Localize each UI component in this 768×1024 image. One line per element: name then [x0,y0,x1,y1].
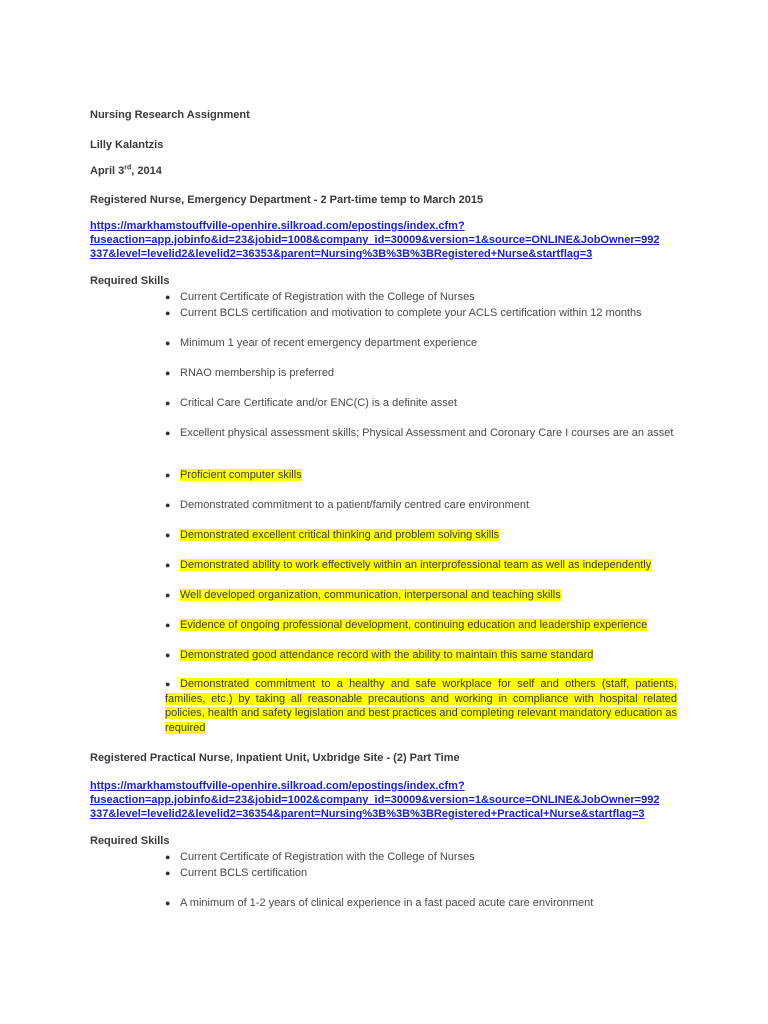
bullet-icon: ● [165,428,171,438]
list-item: ● RNAO membership is preferred [165,367,335,379]
job2-skills-heading: Required Skills [90,835,170,847]
bullet-icon: ● [165,620,171,630]
job2-posting-link[interactable] [90,779,659,821]
bullet-icon: ● [165,308,171,318]
job1-url-line2[interactable]: fuseaction=app.jobinfo&id=23&jobid=1008&company_id=30009&version=1&source=ONLINE&JobOwner=992 [90,234,660,246]
list-item: ● Evidence of ongoing professional development, continuing education and leadership experience [165,619,648,631]
list-item: ● Proficient computer skills [165,469,302,481]
bullet-icon: ● [165,398,171,408]
job1-url-line1[interactable]: https://markhamstouffville-openhire.silkroad.com/epostings/index.cfm? [90,220,465,232]
bullet-icon: ● [165,338,171,348]
job1-heading: Registered Nurse, Emergency Department - 2 Part-time temp to March 2015 [90,194,484,206]
job2-url-line3[interactable]: 337&level=levelid2&levelid2=36354&parent=Nursing%3B%3B%3BRegistered+Practical+Nurse&startflag=3 [90,808,645,820]
job2-heading: Registered Practical Nurse, Inpatient Unit, Uxbridge Site - (2) Part Time [90,752,460,764]
list-item: ● Demonstrated excellent critical thinking and problem solving skills [165,529,500,541]
list-item: ● Current Certificate of Registration with the College of Nurses [165,291,475,303]
list-item: ● A minimum of 1-2 years of clinical experience in a fast paced acute care environment [165,897,594,909]
job1-posting-link[interactable] [90,219,659,261]
list-item: ● Current BCLS certification [165,867,308,879]
document-date: April 3rd, 2014 [90,164,162,177]
job1-url-line3[interactable]: 337&level=levelid2&levelid2=36353&parent=Nursing%3B%3B%3BRegistered+Nurse&startflag=3 [90,248,593,260]
bullet-icon: ● [165,590,171,600]
list-item: ● Current Certificate of Registration with the College of Nurses [165,851,475,863]
job2-url-line2[interactable]: fuseaction=app.jobinfo&id=23&jobid=1002&company_id=30009&version=1&source=ONLINE&JobOwner=992 [90,794,660,806]
bullet-icon: ● [165,470,171,480]
list-item: ● Demonstrated ability to work effectively within an interprofessional team as well as independently [165,559,652,571]
bullet-icon: ● [165,852,171,862]
bullet-icon: ● [165,898,171,908]
job1-skills-heading: Required Skills [90,275,170,287]
bullet-icon: ● [165,868,171,878]
document-title: Nursing Research Assignment [90,109,250,121]
bullet-icon: ● [165,368,171,378]
author-name: Lilly Kalantzis [90,139,164,151]
list-item: ● Excellent physical assessment skills; Physical Assessment and Coronary Care I courses are an asset [165,427,674,439]
bullet-icon: ● [165,679,171,689]
list-item: ● Demonstrated commitment to a patient/family centred care environment [165,499,530,511]
list-item: ● Minimum 1 year of recent emergency department experience [165,337,478,349]
bullet-icon: ● [165,292,171,302]
list-item: ● Critical Care Certificate and/or ENC(C) is a definite asset [165,397,457,409]
bullet-icon: ● [165,500,171,510]
bullet-icon: ● [165,650,171,660]
bullet-icon: ● [165,560,171,570]
bullet-icon: ● [165,530,171,540]
list-item: ● Demonstrated good attendance record with the ability to maintain this same standard [165,649,594,661]
job2-url-line1[interactable]: https://markhamstouffville-openhire.silkroad.com/epostings/index.cfm? [90,780,465,792]
list-item: ● Demonstrated commitment to a healthy and safe workplace for self and others (staff, patients, families, etc.) by taking all reasonable precautions and working in compliance with hospital related policies, health and safety legislation and best practices and completing relevant mandatory education as required [165,678,677,734]
list-item: ● Well developed organization, communication, interpersonal and teaching skills [165,589,561,601]
list-item: ● Current BCLS certification and motivation to complete your ACLS certification within 12 months [165,307,642,319]
